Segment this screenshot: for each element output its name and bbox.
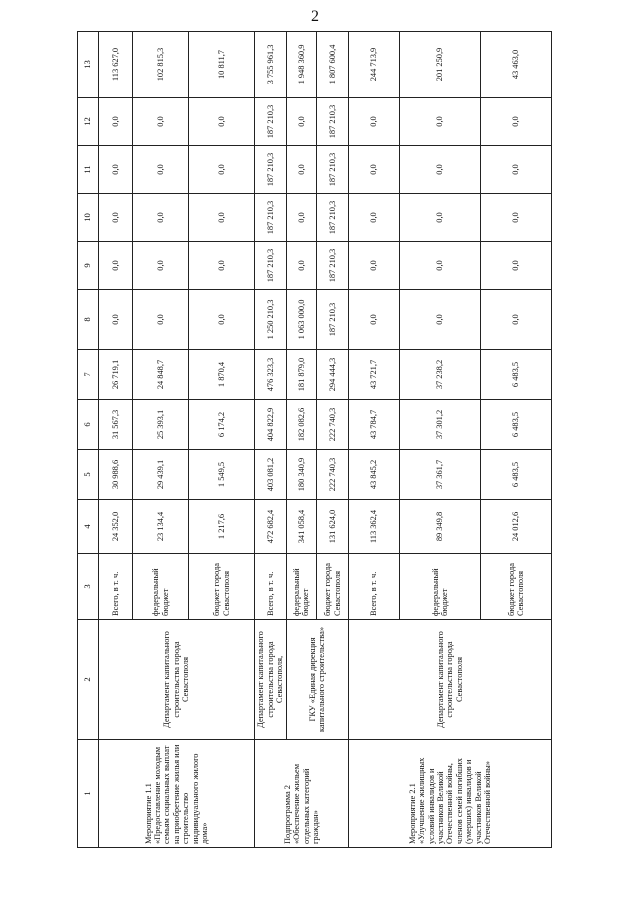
amount-cell: 0,0	[99, 98, 133, 146]
column-header: 7	[78, 350, 99, 400]
column-header: 9	[78, 242, 99, 290]
amount-cell: 102 815,3	[133, 32, 189, 98]
funding-source-cell: Всего, в т. ч.	[99, 554, 133, 620]
funding-source-cell: бюджет города Севастополя	[189, 554, 255, 620]
funding-source-cell: федеральный бюджет	[286, 554, 316, 620]
amount-cell: 3 755 961,3	[254, 32, 286, 98]
amount-cell: 244 713,9	[349, 32, 400, 98]
column-header: 1	[78, 740, 99, 848]
amount-cell: 0,0	[286, 146, 316, 194]
column-header: 11	[78, 146, 99, 194]
amount-cell: 187 210,3	[316, 146, 348, 194]
program-title-cell: Мероприятие 1.1 «Предоставление молодым семьям социальных выплат на приобретение жилья или строительство индивидуального жилого дома»	[99, 740, 255, 848]
column-header: 2	[78, 620, 99, 740]
amount-cell: 0,0	[400, 194, 481, 242]
amount-cell: 0,0	[133, 194, 189, 242]
amount-cell: 1 549,5	[189, 450, 255, 500]
amount-cell: 472 682,4	[254, 500, 286, 554]
amount-cell: 476 323,3	[254, 350, 286, 400]
amount-cell: 6 483,5	[481, 400, 552, 450]
amount-cell: 37 301,2	[400, 400, 481, 450]
amount-cell: 0,0	[133, 242, 189, 290]
amount-cell: 43 463,0	[481, 32, 552, 98]
amount-cell: 0,0	[286, 242, 316, 290]
amount-cell: 24 352,0	[99, 500, 133, 554]
amount-cell: 26 719,1	[99, 350, 133, 400]
executor-cell: Департамент капитального строительства города Севастополя	[99, 620, 255, 740]
funding-source-cell: федеральный бюджет	[133, 554, 189, 620]
amount-cell: 187 210,3	[254, 242, 286, 290]
amount-cell: 0,0	[133, 290, 189, 350]
amount-cell: 0,0	[400, 290, 481, 350]
amount-cell: 1 250 210,3	[254, 290, 286, 350]
amount-cell: 10 811,7	[189, 32, 255, 98]
amount-cell: 187 210,3	[316, 98, 348, 146]
funding-source-cell: федеральный бюджет	[400, 554, 481, 620]
amount-cell: 0,0	[481, 290, 552, 350]
amount-cell: 0,0	[99, 194, 133, 242]
amount-cell: 404 822,9	[254, 400, 286, 450]
amount-cell: 1 063 000,0	[286, 290, 316, 350]
amount-cell: 0,0	[481, 98, 552, 146]
amount-cell: 0,0	[189, 146, 255, 194]
amount-cell: 6 483,5	[481, 450, 552, 500]
amount-cell: 187 210,3	[254, 194, 286, 242]
table-row	[99, 32, 133, 848]
amount-cell: 0,0	[189, 242, 255, 290]
amount-cell: 113 362,4	[349, 500, 400, 554]
amount-cell: 187 210,3	[316, 194, 348, 242]
amount-cell: 0,0	[99, 146, 133, 194]
amount-cell: 37 361,7	[400, 450, 481, 500]
funding-source-cell: Всего, в т. ч.	[254, 554, 286, 620]
amount-cell: 294 444,3	[316, 350, 348, 400]
amount-cell: 131 624,0	[316, 500, 348, 554]
table-body	[99, 32, 552, 848]
amount-cell: 29 439,1	[133, 450, 189, 500]
amount-cell: 0,0	[400, 98, 481, 146]
amount-cell: 0,0	[189, 98, 255, 146]
executor-cell: Департамент капитального строительства города Севастополя	[349, 620, 552, 740]
column-header: 13	[78, 32, 99, 98]
amount-cell: 31 567,3	[99, 400, 133, 450]
amount-cell: 222 740,3	[316, 450, 348, 500]
amount-cell: 0,0	[133, 146, 189, 194]
amount-cell: 181 879,0	[286, 350, 316, 400]
funding-source-cell: бюджет города Севастополя	[481, 554, 552, 620]
amount-cell: 0,0	[99, 242, 133, 290]
amount-cell: 0,0	[349, 146, 400, 194]
amount-cell: 0,0	[349, 242, 400, 290]
amount-cell: 113 627,0	[99, 32, 133, 98]
amount-cell: 182 082,6	[286, 400, 316, 450]
amount-cell: 0,0	[349, 290, 400, 350]
amount-cell: 1 870,4	[189, 350, 255, 400]
amount-cell: 6 483,5	[481, 350, 552, 400]
amount-cell: 0,0	[349, 98, 400, 146]
table-row	[286, 32, 316, 848]
amount-cell: 0,0	[349, 194, 400, 242]
amount-cell: 187 210,3	[254, 146, 286, 194]
table-row	[349, 32, 400, 848]
program-title-cell: Мероприятие 2.1 «Улучшение жилищных условий инвалидов и участников Великой Отечественной войны, членов семей погибших (умерших) инвалидов и участников Великой Отечественной войны»	[349, 740, 552, 848]
amount-cell: 43 845,2	[349, 450, 400, 500]
amount-cell: 0,0	[99, 290, 133, 350]
amount-cell: 0,0	[189, 194, 255, 242]
amount-cell: 1 217,6	[189, 500, 255, 554]
column-header: 4	[78, 500, 99, 554]
header-row	[78, 32, 99, 848]
executor-cell: ГКУ «Единая дирекция капитального строительства»	[286, 620, 349, 740]
amount-cell: 24 848,7	[133, 350, 189, 400]
executor-cell: Департамент капитального строительства города Севастополя,	[254, 620, 286, 740]
landscape-sheet	[77, 32, 552, 848]
amount-cell: 43 784,7	[349, 400, 400, 450]
program-title-cell: Подпрограмма 2 «Обеспечение жильем отдельных категорий граждан»	[254, 740, 348, 848]
table-row	[254, 32, 286, 848]
amount-cell: 341 058,4	[286, 500, 316, 554]
column-header: 5	[78, 450, 99, 500]
column-header: 6	[78, 400, 99, 450]
amount-cell: 25 393,1	[133, 400, 189, 450]
column-header: 3	[78, 554, 99, 620]
amount-cell: 180 340,9	[286, 450, 316, 500]
amount-cell: 0,0	[481, 242, 552, 290]
budget-table	[77, 31, 552, 848]
funding-source-cell: бюджет города Севастополя	[316, 554, 348, 620]
amount-cell: 23 134,4	[133, 500, 189, 554]
page-number: 2	[311, 8, 319, 25]
amount-cell: 24 012,6	[481, 500, 552, 554]
amount-cell: 1 948 360,9	[286, 32, 316, 98]
amount-cell: 1 807 600,4	[316, 32, 348, 98]
amount-cell: 0,0	[400, 242, 481, 290]
column-header: 8	[78, 290, 99, 350]
amount-cell: 0,0	[481, 146, 552, 194]
amount-cell: 187 210,3	[316, 242, 348, 290]
amount-cell: 187 210,3	[254, 98, 286, 146]
amount-cell: 43 721,7	[349, 350, 400, 400]
amount-cell: 403 081,2	[254, 450, 286, 500]
amount-cell: 6 174,2	[189, 400, 255, 450]
amount-cell: 201 250,9	[400, 32, 481, 98]
amount-cell: 0,0	[400, 146, 481, 194]
funding-source-cell: Всего, в т. ч.	[349, 554, 400, 620]
column-header: 12	[78, 98, 99, 146]
column-header: 10	[78, 194, 99, 242]
amount-cell: 0,0	[133, 98, 189, 146]
amount-cell: 222 740,3	[316, 400, 348, 450]
amount-cell: 0,0	[481, 194, 552, 242]
amount-cell: 89 349,8	[400, 500, 481, 554]
amount-cell: 0,0	[286, 98, 316, 146]
amount-cell: 0,0	[286, 194, 316, 242]
amount-cell: 37 238,2	[400, 350, 481, 400]
amount-cell: 187 210,3	[316, 290, 348, 350]
amount-cell: 0,0	[189, 290, 255, 350]
amount-cell: 30 988,6	[99, 450, 133, 500]
